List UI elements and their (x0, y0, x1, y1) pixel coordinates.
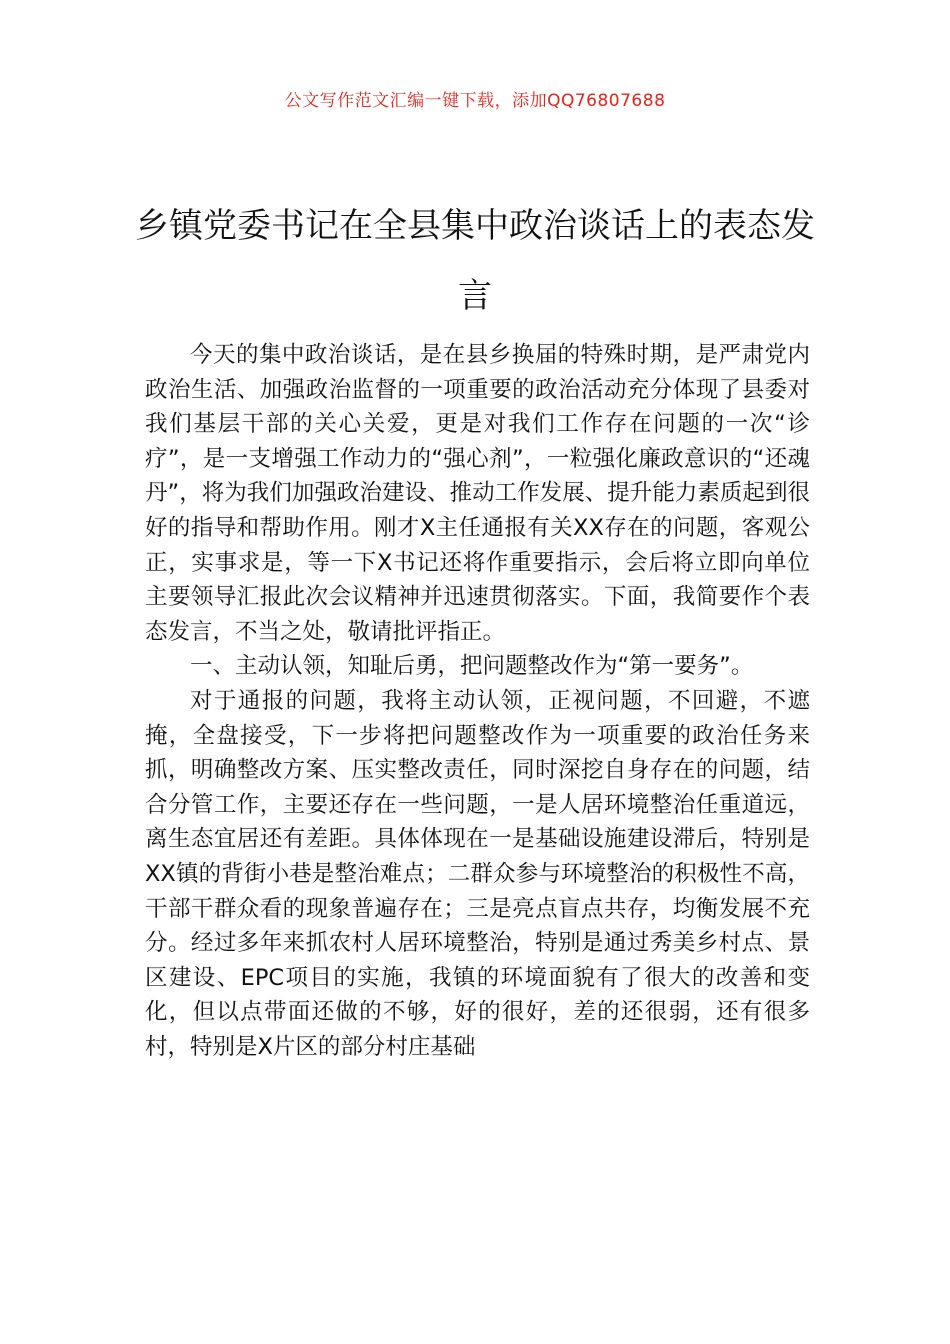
download-notice: 公文写作范文汇编一键下载，添加QQ76807688 (284, 91, 666, 111)
document-title: 乡镇党委书记在全县集中政治谈话上的表态发言 (135, 205, 815, 316)
paragraph-intro: 今天的集中政治谈话，是在县乡换届的特殊时期，是严肃党内政治生活、加强政治监督的一项重要的政治活动充分体现了县委对我们基层干部的关心关爱，更是对我们工作存在问题的一次“诊疗”，是一支增强工作动力的“强心剂”，一粒强化廉政意识的“还魂丹”，将为我们加强政治建设、推动工作发展、提升能力素质起到很好的指导和帮助作用。刚才X主任通报有关XX存在的问题，客观公正，实事求是，等一下X书记还将作重要指示，会后将立即向单位主要领导汇报此次会议精神并迅速贯彻落实。下面，我简要作个表态发言，不当之处，敬请批评指正。 (145, 342, 810, 645)
paragraph-section-1: 对于通报的问题，我将主动认领，正视问题，不回避，不遮掩，全盘接受，下一步将把问题整改作为一项重要的政治任务来抓，明确整改方案、压实整改责任，同时深挖自身存在的问题，结合分管工作，主要还存在一些问题，一是人居环境整治任重道远，离生态宜居还有差距。具体体现在一是基础设施建设滞后，特别是XX镇的背街小巷是整治难点；二群众参与环境整治的积极性不高，干部干群众看的现象普遍存在；三是亮点盲点共存，均衡发展不充分。经过多年来抓农村人居环境整治，特别是通过秀美乡村点、景区建设、EPC项目的实施，我镇的环境面貌有了很大的改善和变化，但以点带面还做的不够，好的很好，差的还很弱，还有很多村，特别是X片区的部分村庄基础 (145, 687, 810, 1060)
document-body (145, 338, 810, 1064)
section-heading-1: 一、主动认领，知耻后勇，把问题整改作为“第一要务”。 (190, 653, 754, 680)
